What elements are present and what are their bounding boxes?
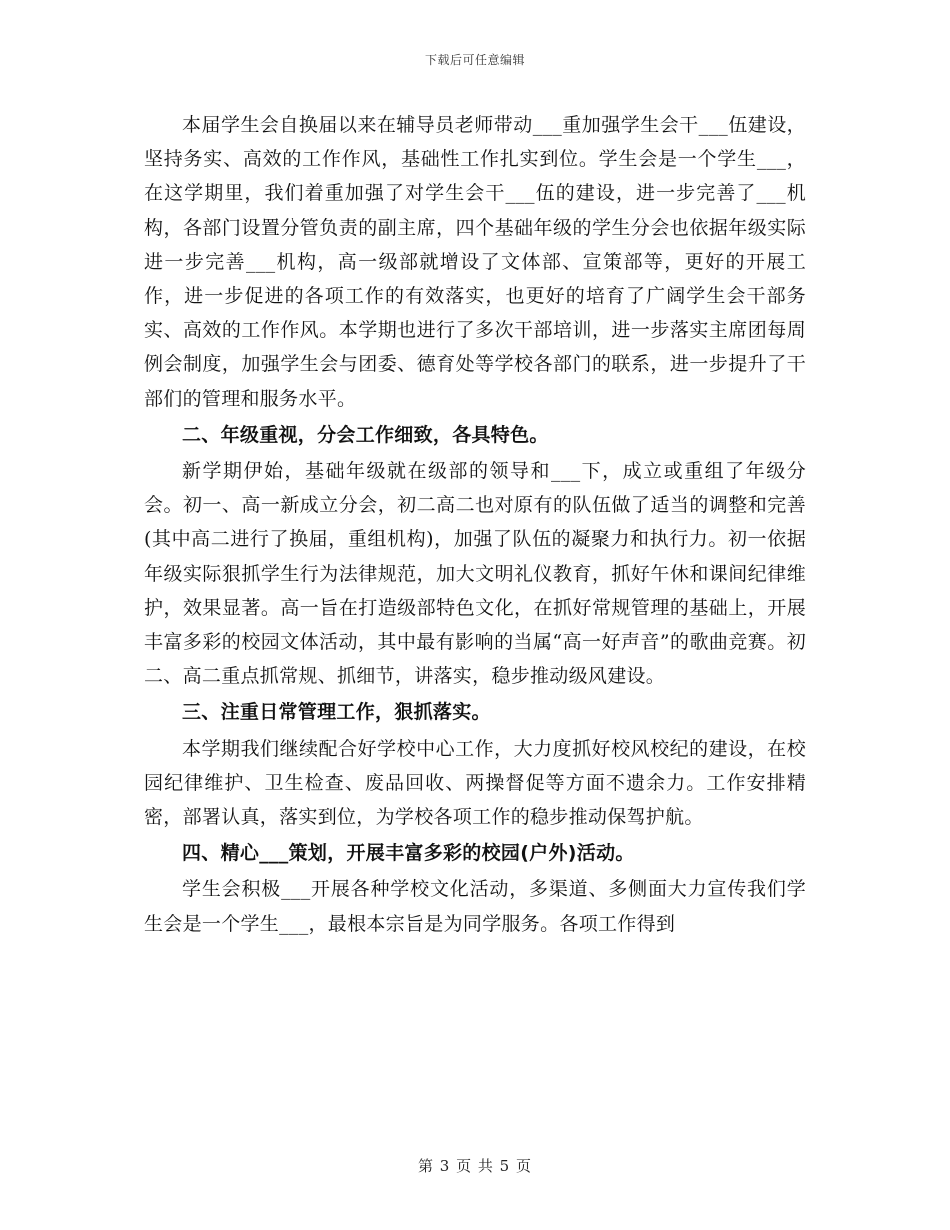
body-paragraph: 新学期伊始，基础年级就在级部的领导和___下，成立或重组了年级分会。初一、高一新成立分会，初二高二也对原有的队伍做了适当的调整和完善(其中高二进行了换届，重组机构)，加强了队伍的凝聚力和执行力。初一依据年级实际狠抓学生行为法律规范，加大文明礼仪教育，抓好午休和课间纪律维护，效果显著。高一旨在打造级部特色文化，在抓好常规管理的基础上，开展丰富多彩的校园文体活动，其中最有影响的当属“高一好声音”的歌曲竞赛。初二、高二重点抓常规、抓细节，讲落实，稳步推动级风建设。 (144, 460, 806, 688)
section-heading: 二、年级重视，分会工作细致，各具特色。 (182, 423, 549, 446)
section-heading: 三、注重日常管理工作，狠抓落实。 (182, 701, 491, 724)
body-paragraph: 本学期我们继续配合好学校中心工作，大力度抓好校风校纪的建设，在校园纪律维护、卫生检查、废品回收、两操督促等方面不遗余力。工作安排精密，部署认真，落实到位，为学校各项工作的稳步推动保驾护航。 (144, 737, 806, 829)
page-footer: 第 3 页 共 5 页 (418, 1157, 532, 1175)
body-paragraph: 本届学生会自换届以来在辅导员老师带动___重加强学生会干___伍建设，坚持务实、高效的工作作风，基础性工作扎实到位。学生会是一个学生___，在这学期里，我们着重加强了对学生会干___伍的建设，进一步完善了___机构，各部门设置分管负责的副主席，四个基础年级的学生分会也依据年级实际进一步完善___机构，高一级部就增设了文体部、宣策部等，更好的开展工作，进一步促进的各项工作的有效落实，也更好的培育了广阔学生会干部务实、高效的工作作风。本学期也进行了多次干部培训，进一步落实主席团每周例会制度，加强学生会与团委、德育处等学校各部门的联系，进一步提升了干部们的管理和服务水平。 (144, 114, 806, 410)
document-body (144, 108, 806, 941)
body-paragraph: 学生会积极___开展各种学校文化活动，多渠道、多侧面大力宣传我们学生会是一个学生___，最根本宗旨是为同学服务。各项工作得到 (144, 878, 806, 935)
section-heading: 四、精心___策划，开展丰富多彩的校园(户外)活动。 (182, 842, 635, 865)
page-header: 下载后可任意编辑 (424, 53, 525, 67)
